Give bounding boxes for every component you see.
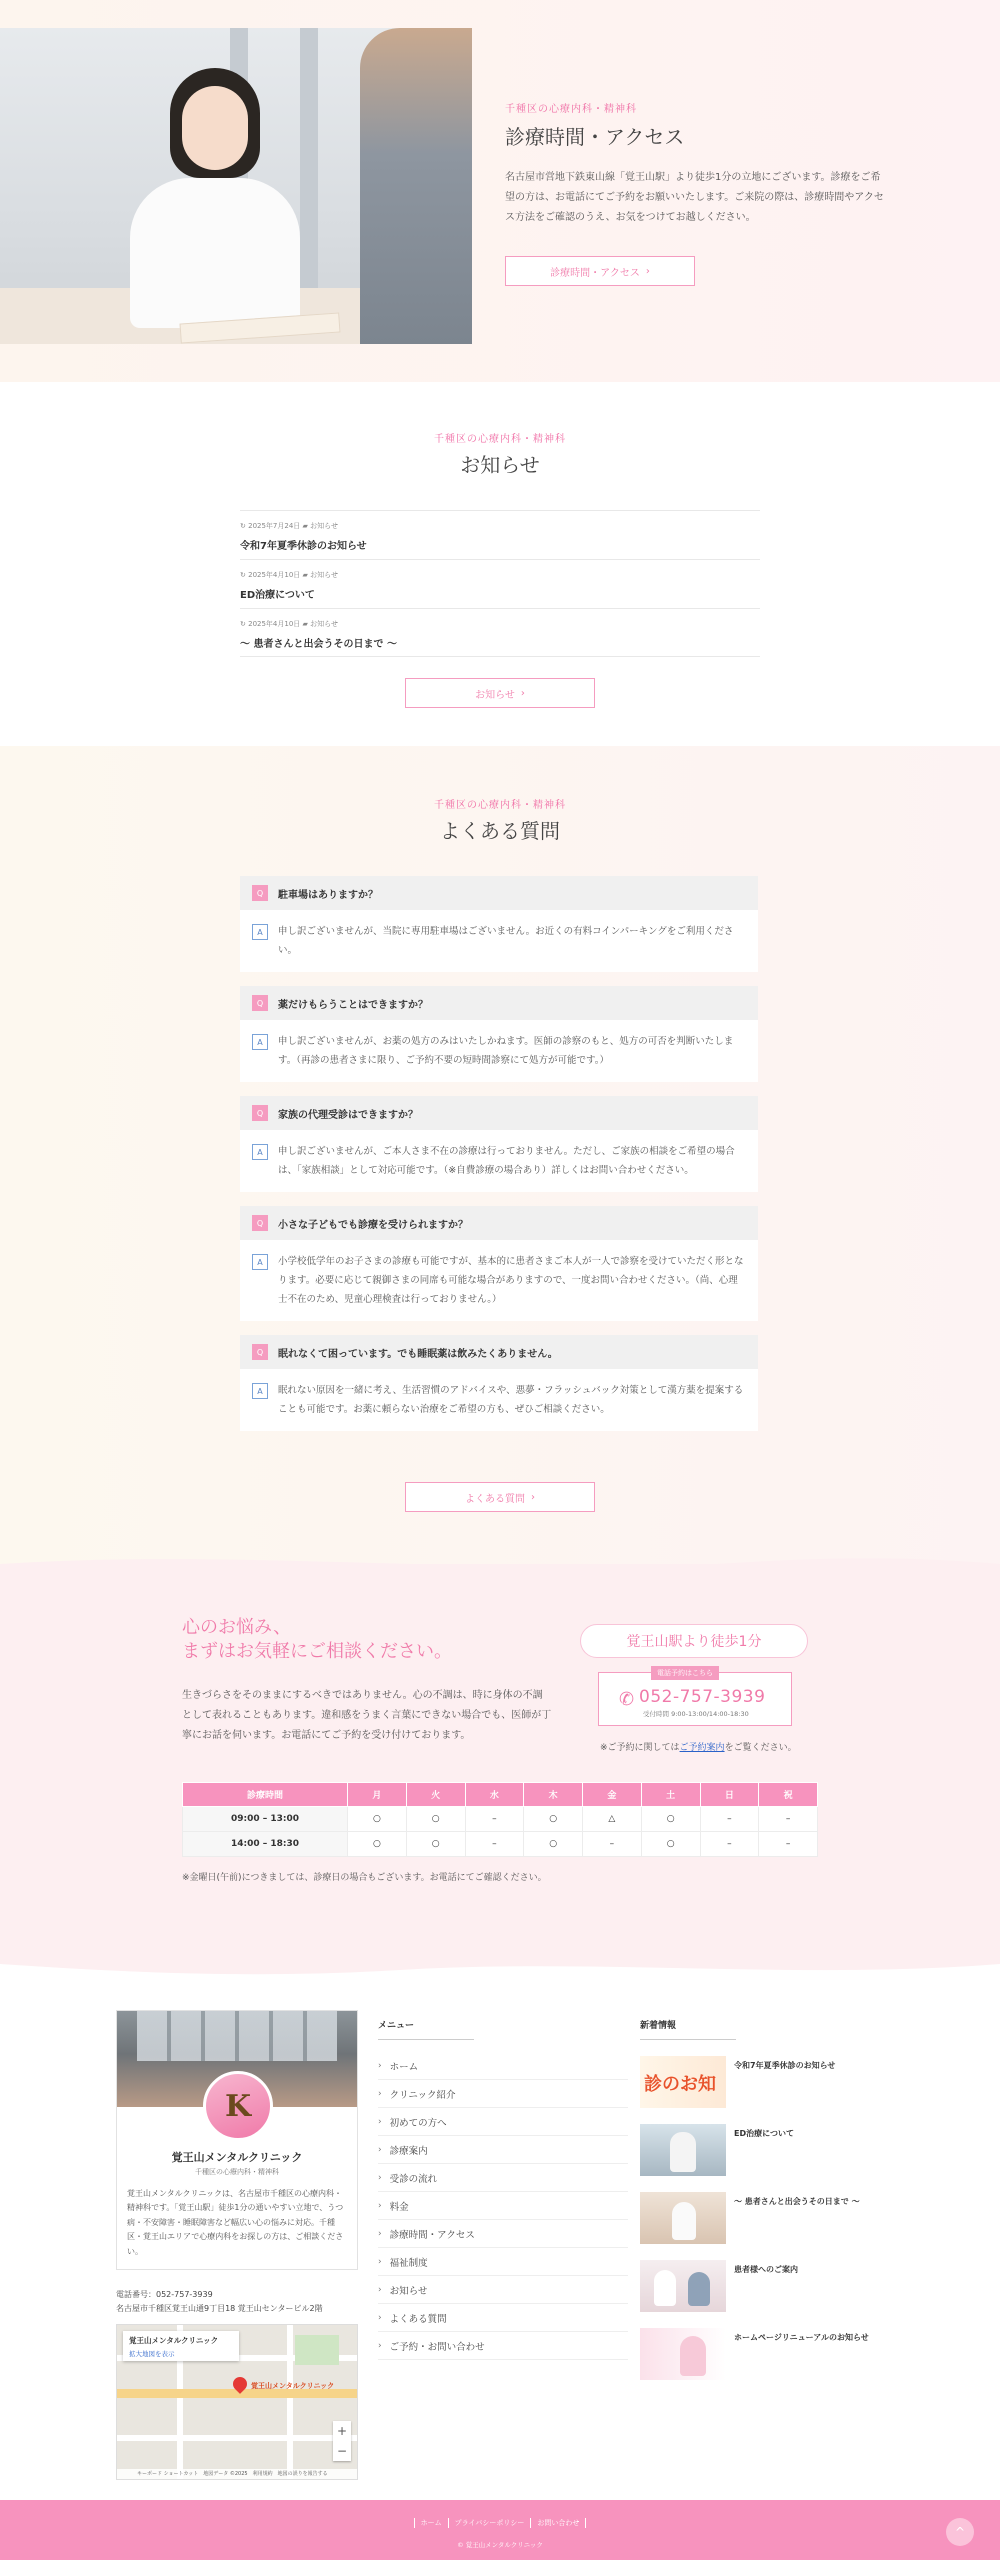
refresh-icon: ↻ (240, 571, 246, 579)
news-button[interactable] (405, 678, 595, 708)
bottom-links (0, 2518, 1000, 2528)
faq-item (240, 986, 758, 1082)
chevron-right-icon: › (378, 2340, 382, 2351)
access-text: 名古屋市営地下鉄東山線「覚王山駅」より徒歩1分の立地にございます。診療をご希望の方は、お電話にてご予約をお願いいたします。ご来院の際は、診療時間やアクセス方法をご確認のうえ、お気をつけてお越しください。 (505, 172, 884, 223)
table-cell: ○ (641, 1807, 700, 1832)
map-card-title: 覚王山メンタルクリニック (129, 2336, 219, 2345)
refresh-icon: ↻ (240, 620, 246, 628)
faq-question[interactable] (240, 986, 758, 1020)
faq-title: よくある質問 (440, 819, 560, 843)
folder-icon: ▰ (302, 522, 308, 530)
zoom-out-button[interactable]: − (336, 2444, 348, 2458)
faq-question[interactable] (240, 1335, 758, 1369)
chevron-right-icon: › (378, 2228, 382, 2239)
menu-item-about[interactable]: › クリニック紹介 (378, 2080, 628, 2108)
table-header: 診療時間 (183, 1783, 348, 1807)
latest-news-item[interactable] (640, 2124, 890, 2192)
bottom-bar (0, 2500, 1000, 2560)
table-header: 水 (465, 1783, 524, 1807)
latest-news-title-text: 〜 患者さんと出会うその日まで 〜 (734, 2197, 860, 2206)
folder-icon: ▰ (302, 620, 308, 628)
tel-number: 052-757-3939 (639, 1687, 766, 1707)
map-label: 覚王山メンタルクリニック (251, 2382, 335, 2390)
zoom-in-button[interactable]: + (336, 2424, 348, 2438)
faq-question[interactable] (240, 1096, 758, 1130)
chevron-right-icon: › (378, 2144, 382, 2155)
faq-item (240, 876, 758, 972)
table-header: 金 (583, 1783, 642, 1807)
station-badge: 覚王山駅より徒歩1分 (580, 1624, 808, 1658)
menu-item-flow[interactable]: › 受診の流れ (378, 2164, 628, 2192)
answer-icon: A (252, 1034, 268, 1050)
faq-question[interactable] (240, 876, 758, 910)
table-cell: ○ (524, 1807, 583, 1832)
news-item[interactable] (240, 559, 760, 608)
chevron-right-icon: › (378, 2256, 382, 2267)
chevron-right-icon: › (378, 2116, 382, 2127)
table-cell: △ (583, 1807, 642, 1832)
tel-label: 電話予約はこちら (651, 1666, 719, 1680)
table-cell: – (583, 1832, 642, 1857)
footer-section (0, 1954, 1000, 2500)
table-header: 火 (406, 1783, 465, 1807)
news-thumbnail (640, 2192, 726, 2244)
faq-answer (240, 910, 758, 972)
question-icon: Q (252, 885, 268, 901)
latest-news-item[interactable] (640, 2328, 890, 2396)
faq-item (240, 1206, 758, 1321)
table-header: 祝 (759, 1783, 818, 1807)
menu-item-first-visit[interactable]: › 初めての方へ (378, 2108, 628, 2136)
question-icon: Q (252, 1344, 268, 1360)
table-cell: – (465, 1807, 524, 1832)
news-category: お知らせ (310, 571, 338, 579)
clinic-name: 覚王山メンタルクリニック (171, 2151, 303, 2164)
faq-answer (240, 1130, 758, 1192)
reservation-guide-link[interactable]: ご予約案内 (679, 1743, 725, 1753)
hours-note: ※金曜日(午前)につきましては、診療日の場合もございます。お電話にてご確認ください。 (182, 1873, 547, 1883)
faq-question-text: 駐車場はありますか？ (278, 889, 378, 901)
faq-answer-text: 申し訳ございませんが、お薬の処方のみはいたしかねます。医師の診察のもと、処方の可否を判断いたします。（再診の患者さまに限り、ご予約不要の短時間診察にて処方が可能です。） (278, 1036, 734, 1066)
table-header: 木 (524, 1783, 583, 1807)
news-item[interactable] (240, 510, 760, 559)
latest-news-item[interactable] (640, 2192, 890, 2260)
table-cell: ○ (406, 1832, 465, 1857)
table-header: 土 (641, 1783, 700, 1807)
news-section (0, 382, 1000, 746)
footer-latest-news (640, 2018, 890, 2396)
wave-divider-bottom (0, 1952, 1000, 1984)
clinic-logo: K (203, 2071, 273, 2141)
latest-news-title-text: ホームページリニューアルのお知らせ (734, 2333, 869, 2342)
faq-answer-text: 眠れない原因を一緒に考え、生活習慣のアドバイスや、悪夢・フラッシュバック対策として漢方薬を提案することも可能です。お薬に頼らない治療をご希望の方も、ぜひご相談ください。 (278, 1385, 744, 1415)
map-enlarge-link[interactable]: 拡大地図を表示 (129, 2350, 175, 2358)
table-cell: 14:00 – 18:30 (183, 1832, 348, 1857)
reservation-note: ※ご予約に関してはご予約案内をご覧ください。 (600, 1743, 797, 1753)
tel-button[interactable] (598, 1669, 792, 1726)
faq-answer (240, 1020, 758, 1082)
phone-icon: ✆ (619, 1689, 635, 1710)
chevron-right-icon: › (531, 1491, 535, 1503)
faq-answer (240, 1240, 758, 1321)
news-button-label: お知らせ (475, 689, 515, 701)
answer-icon: A (252, 924, 268, 940)
consult-heading-line1: 心のお悩み、 (182, 1617, 292, 1638)
menu-item-access[interactable]: › 診療時間・アクセス (378, 2220, 628, 2248)
faq-question-text: 薬だけもらうことはできますか？ (278, 999, 428, 1011)
table-cell: 09:00 – 13:00 (183, 1807, 348, 1832)
menu-title: メニュー (378, 2018, 474, 2040)
clinic-tel: 電話番号：052-757-3939 (116, 2290, 213, 2299)
news-thumbnail (640, 2260, 726, 2312)
access-title: 診療時間・アクセス (505, 125, 685, 149)
faq-item (240, 1096, 758, 1192)
clinic-contact (116, 2288, 323, 2315)
faq-question-text: 小さな子どもでも診療を受けられますか？ (278, 1219, 468, 1231)
table-cell: – (700, 1832, 759, 1857)
news-item-title: 令和7年夏季休診のお知らせ (240, 541, 367, 552)
news-thumbnail (640, 2328, 726, 2380)
news-kicker: 千種区の心療内科・精神科 (434, 434, 566, 445)
news-list (240, 510, 760, 657)
table-row (183, 1832, 818, 1857)
chevron-right-icon: › (378, 2088, 382, 2099)
copyright: © 覚王山メンタルクリニック (457, 2541, 543, 2549)
table-cell: – (759, 1807, 818, 1832)
question-icon: Q (252, 1105, 268, 1121)
table-cell: – (700, 1807, 759, 1832)
question-icon: Q (252, 995, 268, 1011)
chevron-right-icon: › (378, 2312, 382, 2323)
footer-menu (378, 2018, 628, 2360)
map-zoom-control[interactable] (333, 2421, 351, 2461)
news-date: 2025年4月10日 (248, 620, 301, 628)
table-cell: – (759, 1832, 818, 1857)
news-date: 2025年7月24日 (248, 522, 301, 530)
menu-item-treatment[interactable]: › 診療案内 (378, 2136, 628, 2164)
access-kicker: 千種区の心療内科・精神科 (505, 104, 637, 115)
latest-news-title-text: 患者様へのご案内 (734, 2265, 798, 2274)
consult-heading (182, 1616, 452, 1665)
faq-question[interactable] (240, 1206, 758, 1240)
question-icon: Q (252, 1215, 268, 1231)
folder-icon: ▰ (302, 571, 308, 579)
faq-item (240, 1335, 758, 1431)
menu-item-fees[interactable]: › 料金 (378, 2192, 628, 2220)
latest-news-title-text: 令和7年夏季休診のお知らせ (734, 2061, 836, 2070)
news-category: お知らせ (310, 620, 338, 628)
tel-hours: 受付時間 9:00-13:00/14:00-18:30 (643, 1710, 749, 1718)
latest-news-title-text: ED治療について (734, 2129, 794, 2138)
access-button-label: 診療時間・アクセス (550, 267, 640, 279)
map-info-card (123, 2331, 239, 2361)
table-header: 日 (700, 1783, 759, 1807)
table-cell: ○ (348, 1807, 407, 1832)
wave-divider-top (0, 1548, 1000, 1580)
faq-answer (240, 1369, 758, 1431)
table-cell: ○ (406, 1807, 465, 1832)
faq-answer-text: 小学校低学年のお子さまの診療も可能ですが、基本的に患者さまご本人が一人で診察を受けていただく形となります。必要に応じて親御さまの同席も可能な場合がありますので、一度お問い合わせください。（尚、心理士不在のため、児童心理検査は行っておりません。） (278, 1256, 744, 1305)
faq-list (240, 876, 758, 1445)
faq-answer-text: 申し訳ございませんが、当院に専用駐車場はございません。お近くの有料コインパーキングをご利用ください。 (278, 926, 734, 956)
news-date: 2025年4月10日 (248, 571, 301, 579)
clinic-address: 名古屋市千種区覚王山通9丁目18 覚王山センタービル2階 (116, 2303, 323, 2313)
table-cell: ○ (641, 1832, 700, 1857)
clinic-card (116, 2010, 358, 2270)
faq-kicker: 千種区の心療内科・精神科 (434, 800, 566, 811)
chevron-right-icon: › (378, 2200, 382, 2211)
answer-icon: A (252, 1254, 268, 1270)
faq-button-label: よくある質問 (465, 1493, 525, 1505)
faq-question-text: 眠れなくて困っています。でも睡眠薬は飲みたくありません。 (278, 1348, 558, 1360)
chevron-up-icon: ^ (954, 2525, 966, 2539)
menu-item-faq[interactable]: › よくある質問 (378, 2304, 628, 2332)
map-embed[interactable] (116, 2324, 358, 2480)
consult-text: 生きづらさをそのままにするべきではありません。心の不調は、時に身体の不調として表れることもあります。違和感をうまく言葉にできない場合でも、医師が丁寧にお話を伺います。お電話にてご予約を受け付けております。 (182, 1690, 552, 1741)
news-title: お知らせ (460, 453, 540, 477)
news-item[interactable] (240, 608, 760, 657)
access-section (0, 0, 1000, 382)
menu-item-welfare[interactable]: › 福祉制度 (378, 2248, 628, 2276)
chevron-right-icon: › (378, 2172, 382, 2183)
news-item-title: ED治療について (240, 590, 315, 601)
consult-section (0, 1564, 1000, 1954)
back-to-top-button[interactable] (946, 2518, 974, 2546)
bottom-link-contact[interactable]: お問い合わせ (530, 2518, 586, 2528)
table-cell: ○ (524, 1832, 583, 1857)
table-cell: – (465, 1832, 524, 1857)
table-row (183, 1807, 818, 1832)
chevron-right-icon: › (520, 687, 525, 699)
faq-section (0, 746, 1000, 1564)
faq-question-text: 家族の代理受診はできますか？ (278, 1109, 418, 1121)
chevron-right-icon: › (378, 2060, 382, 2071)
clinic-description: 覚王山メンタルクリニックは、名古屋市千種区の心療内科・精神科です。「覚王山駅」徒歩1分の通いやすい立地で、うつ病・不安障害・睡眠障害など幅広い心の悩みに対応。千種区・覚王山エリアで心療内科をお探しの方は、ご相談ください。 (127, 2189, 344, 2256)
news-item-title: 〜 患者さんと出会うその日まで 〜 (240, 639, 397, 650)
answer-icon: A (252, 1383, 268, 1399)
answer-icon: A (252, 1144, 268, 1160)
access-photo (0, 28, 472, 344)
latest-news-title: 新着情報 (640, 2018, 736, 2040)
menu-item-news[interactable]: › お知らせ (378, 2276, 628, 2304)
clinic-subtitle: 千種区の心療内科・精神科 (195, 2168, 279, 2176)
consult-heading-line2: まずはお気軽にご相談ください。 (182, 1641, 452, 1663)
bottom-link-home[interactable]: ホーム (414, 2518, 448, 2528)
bottom-link-privacy[interactable]: プライバシーポリシー (448, 2518, 531, 2528)
faq-answer-text: 申し訳ございませんが、ご本人さま不在の診療は行っておりません。ただし、ご家族の相談をご希望の場合は、「家族相談」として対応可能です。（※自費診療の場合あり）詳しくはお問い合わせください。 (278, 1146, 735, 1176)
menu-item-contact[interactable]: › ご予約・お問い合わせ (378, 2332, 628, 2360)
chevron-right-icon: › (645, 265, 650, 277)
news-thumbnail: 診のお知 (640, 2056, 726, 2108)
latest-news-item[interactable] (640, 2056, 890, 2124)
faq-button[interactable] (405, 1482, 595, 1512)
chevron-right-icon: › (378, 2284, 382, 2295)
table-header: 月 (348, 1783, 407, 1807)
map-credit: キーボード ショートカット 地図データ ©2025 利用規約 地図の誤りを報告する (117, 2469, 358, 2479)
menu-item-home[interactable]: › ホーム (378, 2052, 628, 2080)
latest-news-item[interactable] (640, 2260, 890, 2328)
access-button[interactable] (505, 256, 695, 286)
hours-table (182, 1782, 818, 1857)
news-category: お知らせ (310, 522, 338, 530)
news-thumbnail (640, 2124, 726, 2176)
refresh-icon: ↻ (240, 522, 246, 530)
table-cell: ○ (348, 1832, 407, 1857)
